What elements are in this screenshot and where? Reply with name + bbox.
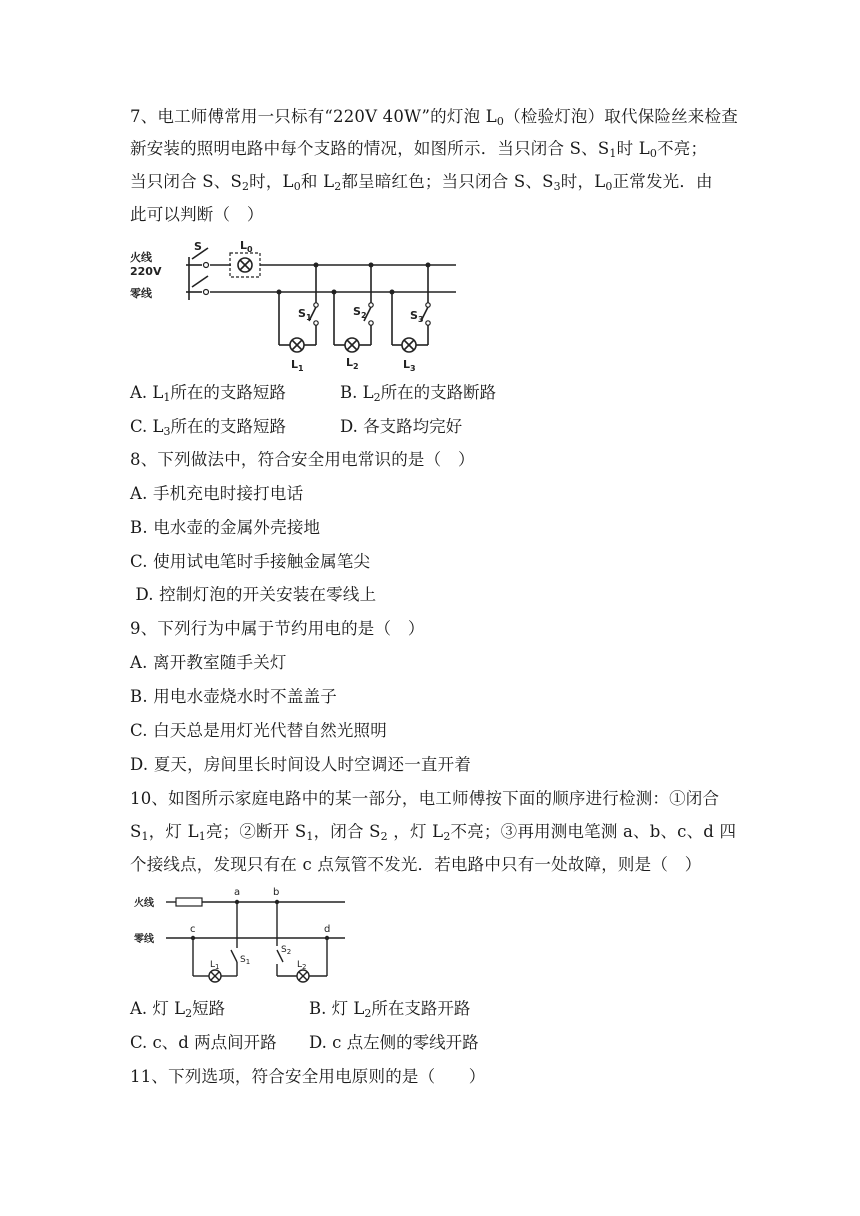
fig1-l1-label: $L_1$ <box>291 358 304 373</box>
fig2-point-a: a <box>234 887 241 898</box>
q10-circuit-diagram <box>130 884 360 989</box>
q7-stem-line-1: 7、电工师傅常用一只标有“220V 40W”的灯泡 $L_0$（检验灯泡）取代保险丝来检查 <box>130 107 738 128</box>
fig2-s2-label: $S_2$ <box>281 945 292 956</box>
fig2-l1-label: $L_1$ <box>210 960 220 971</box>
q10-stem-line-1: 10、如图所示家庭电路中的某一部分，电工师傅按下面的顺序进行检测：①闭合 <box>130 789 720 808</box>
fig2-point-b: b <box>273 887 280 898</box>
q11-stem: 11、下列选项，符合安全用电原则的是（ ） <box>130 1067 486 1086</box>
q9-option-d[interactable]: D. 夏天，房间里长时间设人时空调还一直开着 <box>130 755 472 774</box>
fig2-neutral-label: 零线 <box>134 934 154 945</box>
fig1-l3-label: $L_3$ <box>403 358 416 373</box>
q10-stem-line-3: 个接线点，发现只有在 c 点氖管不发光．若电路中只有一处故障，则是（ ） <box>130 855 702 874</box>
q7-option-b[interactable]: B. $L_2$所在的支路断路 <box>340 383 497 404</box>
fig2-point-c: c <box>190 924 196 935</box>
q7-option-d[interactable]: D. 各支路均完好 <box>340 417 463 436</box>
q10-stem-line-2: $S_1$，灯 $L_1$亮；②断开 $S_1$，闭合 $S_2$ ，灯 $L_2$不亮；③再用测电笔测 a、b、c、d 四 <box>130 822 737 843</box>
q9-option-c[interactable]: C. 白天总是用灯光代替自然光照明 <box>130 721 387 740</box>
fig2-s1-label: $S_1$ <box>240 955 251 966</box>
q8-option-c[interactable]: C. 使用试电笔时手接触金属笔尖 <box>130 552 371 571</box>
q9-option-b[interactable]: B. 用电水壶烧水时不盖盖子 <box>130 687 337 706</box>
fig1-l0-label: $L_0$ <box>240 239 253 254</box>
q8-stem: 8、下列做法中，符合安全用电常识的是（ ） <box>130 450 475 469</box>
fig1-live-label: 火线 <box>130 251 152 264</box>
q7-circuit-diagram <box>126 235 466 375</box>
q9-stem: 9、下列行为中属于节约用电的是（ ） <box>130 619 425 638</box>
q7-option-c[interactable]: C. $L_3$所在的支路短路 <box>130 417 286 438</box>
q10-option-a[interactable]: A. 灯 $L_2$短路 <box>130 999 226 1020</box>
q9-option-a[interactable]: A. 离开教室随手关灯 <box>130 653 287 672</box>
fig2-l2-label: $L_2$ <box>297 960 307 971</box>
q7-stem-line-3: 当只闭合 S、$S_2$时，$L_0$和 $L_2$都呈暗红色；当只闭合 S、$S_3$时，$L_0$正常发光．由 <box>130 172 713 193</box>
q10-option-c[interactable]: C. c、d 两点间开路 <box>130 1033 277 1052</box>
fig2-point-d: d <box>324 924 331 935</box>
fig1-neutral-label: 零线 <box>130 287 152 300</box>
q8-option-b[interactable]: B. 电水壶的金属外壳接地 <box>130 518 321 537</box>
q7-option-a[interactable]: A. $L_1$所在的支路短路 <box>130 383 286 404</box>
fig1-voltage-label: 220V <box>130 265 162 278</box>
fig1-switch-s-label: S <box>194 240 202 253</box>
fig1-s3-label: $S_3$ <box>410 309 424 324</box>
q8-option-a[interactable]: A. 手机充电时接打电话 <box>130 484 304 503</box>
fig1-s2-label: $S_2$ <box>353 305 367 320</box>
fig2-live-label: 火线 <box>134 898 154 909</box>
q10-option-d[interactable]: D. c 点左侧的零线开路 <box>309 1033 479 1052</box>
q7-stem-line-2: 新安装的照明电路中每个支路的情况，如图所示．当只闭合 S、$S_1$时 $L_0$不亮； <box>130 139 708 160</box>
fig1-s1-label: $S_1$ <box>298 307 312 322</box>
fig1-l2-label: $L_2$ <box>346 356 359 371</box>
q8-option-d[interactable]: D. 控制灯泡的开关安装在零线上 <box>130 585 377 604</box>
q7-stem-line-4: 此可以判断（ ） <box>130 205 264 224</box>
q10-option-b[interactable]: B. 灯 $L_2$所在支路开路 <box>309 999 471 1020</box>
